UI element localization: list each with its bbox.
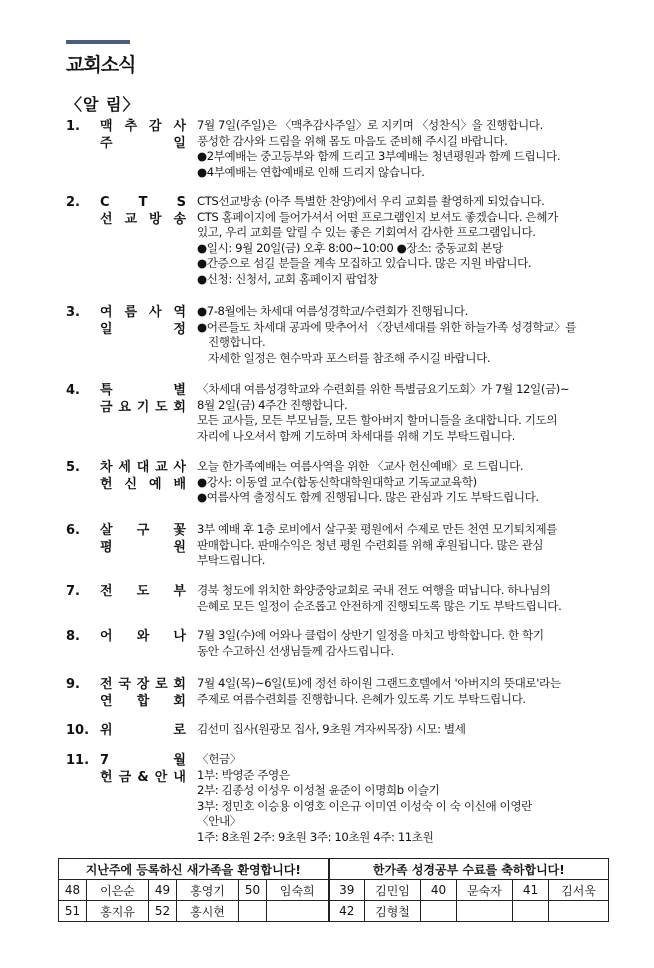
notice-body-line: CTS선교방송 (아주 특별한 찬양)에서 우리 교회를 촬영하게 되었습니다. <box>197 194 545 208</box>
notice-label-line: 주 일 <box>100 136 186 151</box>
welcome-name <box>267 901 329 922</box>
welcome-num: 50 <box>239 880 267 901</box>
welcome-num: 49 <box>149 880 177 901</box>
notice-number: 8. <box>66 629 80 644</box>
notice-number: 11. <box>66 753 90 768</box>
notice-label-line: 살 구 꽃 <box>100 523 186 538</box>
notice-label-line: 전 국 장 로 회 <box>100 677 186 692</box>
notice-body-line: 자세한 일정은 현수막과 포스터를 참조해 주시길 바랍니다. <box>208 350 491 365</box>
page-title: 교회소식 <box>66 54 136 76</box>
notice-body-line: 동안 수고하신 선생님들께 감사드립니다. <box>197 643 394 658</box>
notice-label <box>100 752 186 786</box>
notice-body-line: 3부 예배 후 1층 로비에서 살구꽃 평원에서 수제로 만든 천연 모기퇴치제를 <box>197 522 557 536</box>
notice-label <box>100 194 186 228</box>
notice-number: 4. <box>66 383 80 398</box>
notice-body <box>197 676 617 707</box>
section-heading: 〈알 림〉 <box>66 95 140 114</box>
welcome-num: 52 <box>149 901 177 922</box>
notice-body <box>197 194 617 288</box>
notice-body-line: 〈안내〉 <box>197 814 241 829</box>
welcome-name: 홍시현 <box>177 901 239 922</box>
notice-number: 2. <box>66 195 80 210</box>
notice-label-line: 일 정 <box>100 322 186 337</box>
congrats-num: 41 <box>513 880 549 901</box>
notice-body-line: ●2부예배는 중고등부와 함께 드리고 3부예배는 청년평원과 함께 드립니다. <box>197 149 561 164</box>
notice-label-line: 맥 추 감 사 <box>100 119 186 134</box>
notice-number: 1. <box>66 119 80 134</box>
welcome-num: 48 <box>59 880 87 901</box>
congrats-name: 김서욱 <box>549 880 609 901</box>
notice-label <box>100 583 186 600</box>
notice-body-line: 1부: 박영준 주영은 <box>197 767 290 782</box>
welcome-num <box>239 901 267 922</box>
notice-label <box>100 676 186 710</box>
notice-body-line: 1주: 8초원 2주: 9초원 3주: 10초원 4주: 11초원 <box>197 829 434 844</box>
notice-label <box>100 722 186 739</box>
notice-label-line: 특 별 <box>100 383 186 398</box>
notice-body-line: 오늘 한가족예배는 여름사역을 위한 〈교사 헌신예배〉로 드립니다. <box>197 459 524 473</box>
notice-label-line: 헌 금 & 안 내 <box>100 770 186 785</box>
welcome-header: 지난주에 등록하신 새가족을 환영합니다! <box>59 859 329 880</box>
notice-number: 3. <box>66 305 80 320</box>
notice-body-line: ●어른들도 차세대 공과에 맞추어서 〈장년세대를 위한 하늘가족 성경학교〉를 <box>197 319 577 334</box>
notice-body-line: 2부: 김종성 이성우 이성철 윤준이 이명희b 이슬기 <box>197 783 440 798</box>
notice-number: 5. <box>66 460 80 475</box>
notice-label-line: 여 름 사 역 <box>100 305 186 320</box>
notice-body <box>197 382 617 444</box>
notice-body-line: 〈차세대 여름성경학교와 수련회를 위한 특별금요기도회〉가 7월 12일(금)~ <box>197 382 570 396</box>
notice-number: 6. <box>66 523 80 538</box>
notice-label <box>100 522 186 556</box>
congrats-num: 39 <box>329 880 365 901</box>
congrats-num <box>421 901 457 922</box>
welcome-name: 임숙희 <box>267 880 329 901</box>
notice-body-line: 부탁드립니다. <box>197 553 266 568</box>
new-family-table <box>58 858 609 922</box>
notice-label-line: 선 교 방 송 <box>100 212 186 227</box>
notice-label <box>100 628 186 645</box>
notice-label-line: 금 요 기 도 회 <box>100 400 186 415</box>
notice-body-line: 있고, 우리 교회를 알릴 수 있는 좋은 기회여서 감사한 프로그램입니다. <box>197 225 536 240</box>
notice-body-line: 판매합니다. 판매수익은 청년 평원 수련회를 위해 후원됩니다. 많은 관심 <box>197 537 544 552</box>
notice-body-line: ●여름사역 출정식도 함께 진행됩니다. 많은 관심과 기도 부탁드립니다. <box>197 490 539 505</box>
welcome-num: 51 <box>59 901 87 922</box>
congrats-name <box>457 901 513 922</box>
table-row <box>59 880 609 901</box>
notice-number: 7. <box>66 584 80 599</box>
welcome-name: 홍영기 <box>177 880 239 901</box>
notice-body-line: 진행합니다. <box>208 335 266 350</box>
congrats-num <box>513 901 549 922</box>
notice-label-line: 연 합 회 <box>100 694 186 709</box>
notice-body <box>197 304 617 366</box>
notice-label <box>100 459 186 493</box>
notice-body-line: 김선미 집사(원광모 집사, 9초원 겨자씨목장) 시모: 별세 <box>197 722 466 736</box>
notice-body-line: 3부: 정민호 이승용 이영호 이은규 이미연 이성숙 이 숙 이신애 이영란 <box>197 798 532 813</box>
notice-body-line: ●일시: 9월 20일(금) 오후 8:00~10:00 ●장소: 중동교회 본당 <box>197 240 503 255</box>
notice-body-line: ●간증으로 섬길 분들을 계속 모집하고 있습니다. 많은 지원 바랍니다. <box>197 256 532 271</box>
table-row <box>59 901 609 922</box>
notice-number: 9. <box>66 677 80 692</box>
congrats-name <box>549 901 609 922</box>
notice-body-line: 7월 4일(목)~6일(토)에 정선 하이원 그랜드호텔에서 '아버지의 뜻대로'라는 <box>197 676 561 690</box>
notice-label-line: 차 세 대 교 사 <box>100 460 186 475</box>
notice-label-line: 헌 신 예 배 <box>100 477 186 492</box>
notice-body-line: ●4부예배는 연합예배로 인해 드리지 않습니다. <box>197 164 425 179</box>
notice-body <box>197 752 617 846</box>
notice-body <box>197 522 617 569</box>
welcome-name: 홍지유 <box>87 901 149 922</box>
notice-body-line: 모든 교사들, 모든 부모님들, 모든 할아버지 할머니들을 초대합니다. 기도의 <box>197 413 558 428</box>
notice-label-line: 위 로 <box>100 723 186 738</box>
title-accent-bar <box>66 40 130 44</box>
welcome-name: 이은순 <box>87 880 149 901</box>
notice-body-line: 8월 2일(금) 4주간 진행합니다. <box>197 397 348 412</box>
congrats-num: 42 <box>329 901 365 922</box>
notice-body-line: ●신청: 신청서, 교회 홈페이지 팝업창 <box>197 271 378 286</box>
congrats-name: 문숙자 <box>457 880 513 901</box>
notice-body-line: 자리에 나오셔서 함께 기도하며 차세대를 위해 기도 부탁드립니다. <box>197 428 515 443</box>
notice-body-line: CTS 홈페이지에 들어가셔서 어떤 프로그램인지 보셔도 좋겠습니다. 은혜가 <box>197 209 558 224</box>
notice-body-line: 은혜로 모든 일정이 순조롭고 안전하게 진행되도록 많은 기도 부탁드립니다. <box>197 598 562 613</box>
notice-body-line: ●강사: 이동열 교수(합동신학대학원대학교 기독교교육학) <box>197 474 477 489</box>
notice-body-line: 7월 7일(주일)은 〈맥추감사주일〉로 지키며 〈성찬식〉을 진행합니다. <box>197 118 543 132</box>
notice-label-line: 전 도 부 <box>100 584 186 599</box>
notice-label-line: C T S <box>100 195 186 210</box>
notice-body-line: 7월 3일(수)에 어와나 클럽이 상반기 일정을 마치고 방학합니다. 한 학기 <box>197 628 544 642</box>
notice-label <box>100 118 186 152</box>
notice-body <box>197 583 617 614</box>
notice-body <box>197 459 617 506</box>
congrats-name: 김형철 <box>365 901 421 922</box>
notice-body <box>197 628 617 659</box>
notice-body-line: 풍성한 감사와 드림을 위해 몸도 마음도 준비해 주시길 바랍니다. <box>197 133 508 148</box>
notice-label-line: 평 원 <box>100 540 186 555</box>
congrats-header: 한가족 성경공부 수료를 축하합니다! <box>329 859 609 880</box>
notice-label <box>100 382 186 416</box>
notice-body <box>197 118 617 180</box>
notice-body-line: 주제로 여름수련회를 진행합니다. 은혜가 있도록 기도 부탁드립니다. <box>197 691 526 706</box>
notice-body-line: ●7-8월에는 차세대 여름성경학교/수련회가 진행됩니다. <box>197 304 468 318</box>
notice-label <box>100 304 186 338</box>
notice-body-line: 경북 청도에 위치한 화양중앙교회로 국내 전도 여행을 떠납니다. 하나님의 <box>197 583 551 597</box>
congrats-num: 40 <box>421 880 457 901</box>
notice-number: 10. <box>66 723 90 738</box>
notice-label-line: 어 와 나 <box>100 629 186 644</box>
notice-body-line: 〈헌금〉 <box>197 752 241 766</box>
congrats-name: 김민임 <box>365 880 421 901</box>
notice-body <box>197 722 617 738</box>
notice-label-line: 7 월 <box>100 753 186 768</box>
